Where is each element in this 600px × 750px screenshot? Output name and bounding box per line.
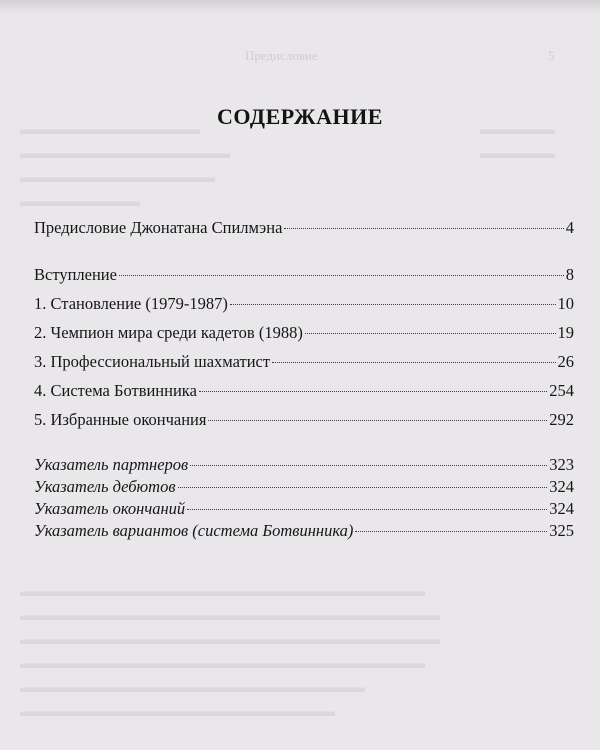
toc-entry-label: Указатель вариантов (система Ботвинника)	[34, 521, 354, 540]
toc-entry-label: 1. Становление (1979-1987)	[34, 294, 228, 313]
toc-entry-label: Вступление	[34, 265, 117, 284]
toc-entry-page: 324	[549, 477, 574, 496]
toc-entry-label: Указатель окончаний	[34, 499, 186, 518]
toc-entry-page: 10	[557, 294, 574, 313]
toc-entry-page: 325	[549, 521, 574, 540]
dot-leader	[305, 333, 556, 334]
toc-entry-chapter-3[interactable]	[34, 352, 574, 376]
page-edge-shadow	[0, 0, 600, 14]
dot-leader	[230, 304, 556, 305]
bleed-through-texture: ▬▬▬▬▬▬▬▬▬▬▬▬▬▬▬▬▬▬▬▬▬▬▬▬▬▬▬	[20, 656, 425, 672]
toc-entry-page: 292	[549, 410, 574, 429]
toc-entry-page: 254	[549, 381, 574, 400]
toc-entry-index-openings[interactable]	[34, 477, 574, 501]
bleed-through-texture: ▬▬▬▬▬	[480, 146, 555, 162]
toc-entry-chapter-1[interactable]	[34, 294, 574, 318]
dot-leader	[208, 420, 547, 421]
toc-entry-introduction[interactable]	[34, 265, 574, 289]
toc-entry-label: 5. Избранные окончания	[34, 410, 207, 429]
dot-leader	[284, 228, 563, 229]
dot-leader	[199, 391, 547, 392]
dot-leader	[272, 362, 555, 363]
dot-leader	[187, 509, 547, 510]
toc-entry-index-partners[interactable]	[34, 455, 574, 479]
toc-entry-foreword[interactable]	[34, 218, 574, 242]
toc-entry-chapter-5[interactable]	[34, 410, 574, 434]
toc-entry-label: Указатель дебютов	[34, 477, 176, 496]
dot-leader	[178, 487, 548, 488]
bleed-through-texture: ▬▬▬▬▬▬▬▬▬▬▬▬	[20, 122, 200, 138]
bleed-through-texture: ▬▬▬▬▬▬▬▬▬▬▬▬▬▬▬▬▬▬▬▬▬▬▬▬▬▬▬▬	[20, 608, 440, 624]
running-page-number: 5	[548, 48, 555, 63]
toc-entry-index-variations[interactable]	[34, 521, 574, 545]
toc-entry-page: 323	[549, 455, 574, 474]
bleed-through-texture: ▬▬▬▬▬	[480, 122, 555, 138]
toc-entry-page: 8	[565, 265, 574, 284]
toc-entry-label: Предисловие Джонатана Спилмэна	[34, 218, 283, 237]
bleed-through-texture: ▬▬▬▬▬▬▬▬▬▬▬▬▬▬▬▬▬▬▬▬▬▬▬	[20, 680, 365, 696]
bleed-through-texture: ▬▬▬▬▬▬▬▬▬▬▬▬▬▬▬▬▬▬▬▬▬▬▬▬▬▬▬▬	[20, 632, 440, 648]
toc-entry-page: 26	[557, 352, 574, 371]
toc-entry-page: 19	[557, 323, 574, 342]
toc-entry-page: 4	[565, 218, 574, 237]
bleed-through-texture: ▬▬▬▬▬▬▬▬▬▬▬▬▬▬▬▬▬▬▬▬▬▬▬▬▬▬▬	[20, 584, 425, 600]
toc-entry-label: 3. Профессиональный шахматист	[34, 352, 271, 371]
toc-entry-label: 2. Чемпион мира среди кадетов (1988)	[34, 323, 303, 342]
dot-leader	[355, 531, 547, 532]
dot-leader	[190, 465, 547, 466]
bleed-through-texture: ▬▬▬▬▬▬▬▬▬▬▬▬▬▬▬▬▬▬▬▬▬	[20, 704, 335, 720]
toc-entry-page: 324	[549, 499, 574, 518]
toc-title: СОДЕРЖАНИЕ	[217, 104, 383, 129]
toc-entry-chapter-2[interactable]	[34, 323, 574, 347]
running-title: Предисловие	[245, 48, 318, 63]
bleed-through-texture: ▬▬▬▬▬▬▬▬▬▬▬▬▬	[20, 170, 215, 186]
bleed-through-texture: ▬▬▬▬▬▬▬▬▬▬▬▬▬▬	[20, 146, 230, 162]
toc-entry-label: 4. Система Ботвинника	[34, 381, 197, 400]
toc-entry-index-endings[interactable]	[34, 499, 574, 523]
bleed-through-texture: ▬▬▬▬▬▬▬▬	[20, 194, 140, 210]
toc-entry-label: Указатель партнеров	[34, 455, 189, 474]
dot-leader	[119, 275, 564, 276]
toc-entry-chapter-4[interactable]	[34, 381, 574, 405]
